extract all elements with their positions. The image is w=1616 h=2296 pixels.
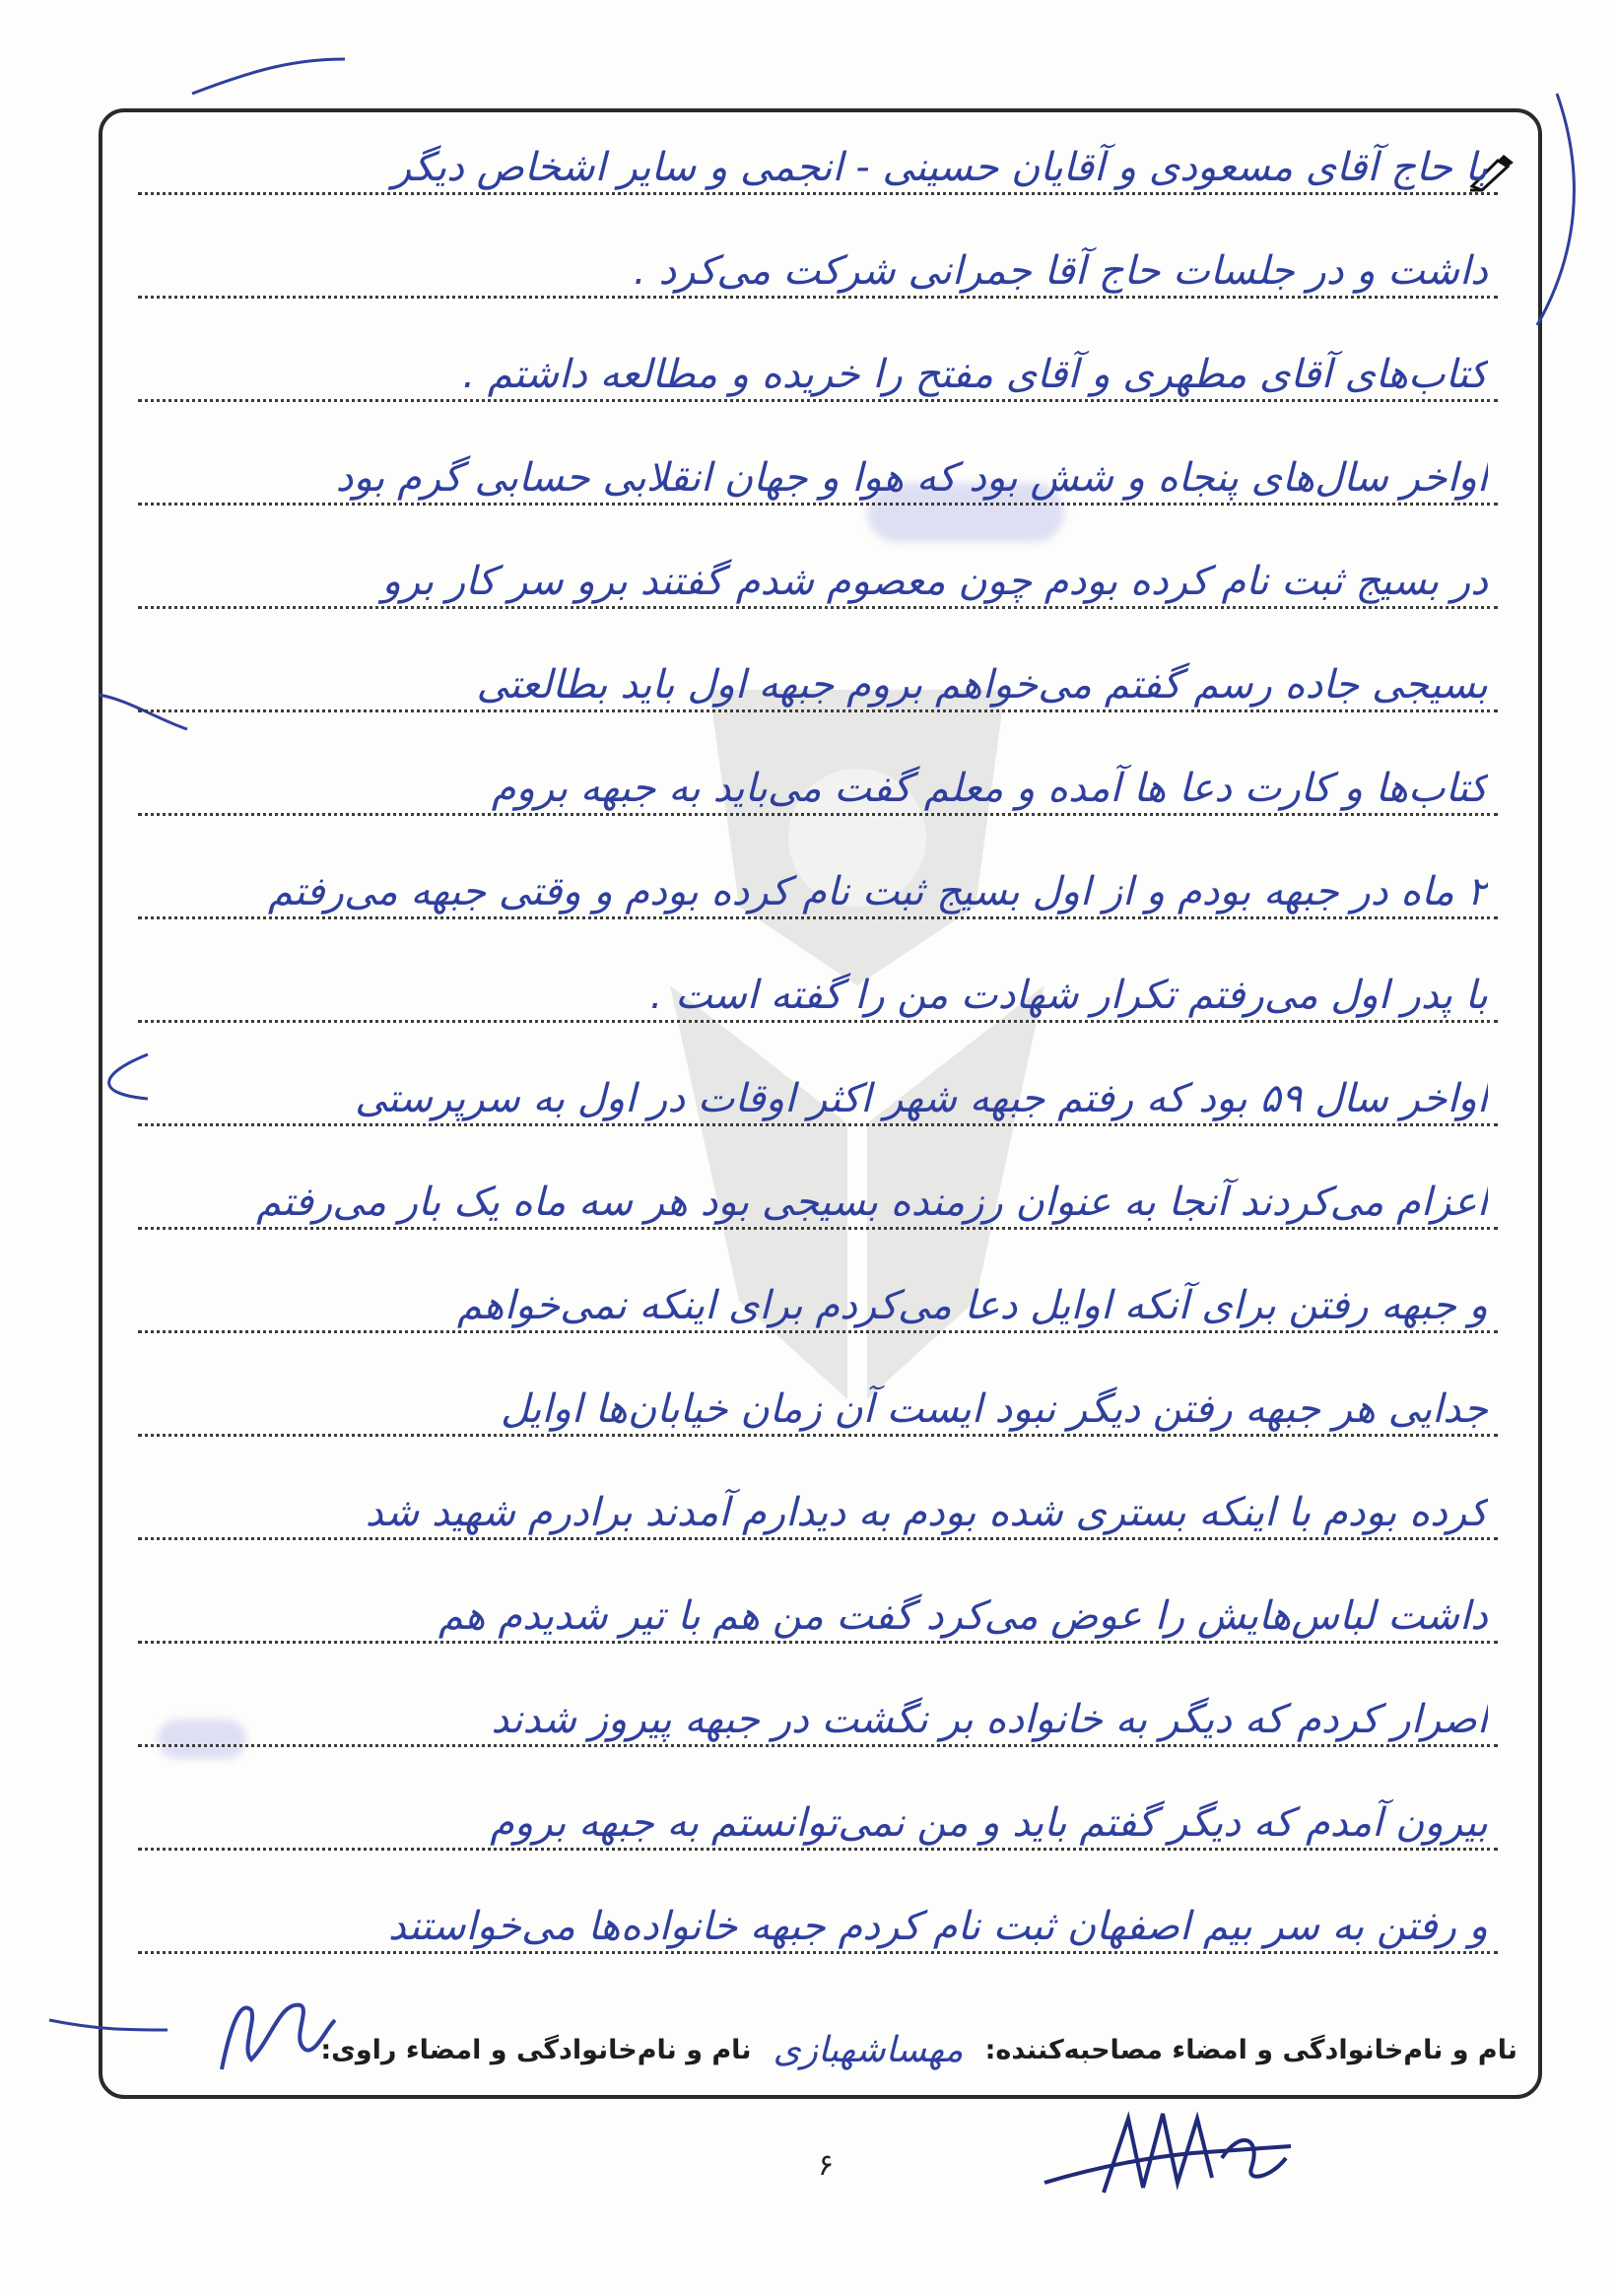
handwritten-line: اواخر سال‌های پنجاه و شش بود که هوا و جهان انقلابی حسابی گرم بود — [335, 455, 1488, 501]
handwritten-line: داشت لباس‌هایش را عوض می‌کرد گفت من هم با تیر شدیدم هم — [438, 1593, 1488, 1639]
handwritten-line: در بسیج ثبت نام کرده بودم چون معصوم شدم گفتند برو سر کار برو — [381, 559, 1488, 604]
narrator-signature — [212, 1981, 340, 2079]
handwritten-line: بسیجی جاده رسم گفتم می‌خواهم بروم جبهه اول باید بطالعتی — [476, 662, 1488, 708]
handwritten-line: اعزام می‌کردند آنجا به عنوان رزمنده بسیجی بود هر سه ماه یک بار می‌رفتم — [256, 1180, 1488, 1225]
handwritten-line: جدایی هر جبهه رفتن دیگر نبود ایست آن زمان خیابان‌ها اوایل — [501, 1386, 1488, 1432]
narrator-label: نام و نام‌خانوادگی و امضاء راوی: — [320, 2034, 752, 2065]
handwritten-line: و جبهه رفتن برای آنکه اوایل دعا می‌کردم برای اینکه نمی‌خواهم — [456, 1283, 1488, 1328]
handwritten-line: کتاب‌ها و کارت دعا ها آمده و معلم گفت می‌باید به جبهه بروم — [491, 766, 1488, 811]
handwritten-line: ۲ ماه در جبهه بودم و از اول بسیج ثبت نام کرده بودم و وقتی جبهه می‌رفتم — [267, 869, 1488, 914]
handwritten-line: اواخر سال ۵۹ بود که رفتم جبهه شهر اکثر اوقات در اول به سرپرستی — [355, 1076, 1488, 1121]
interviewer-label: نام و نام‌خانوادگی و امضاء مصاحبه‌کننده: — [984, 2034, 1517, 2065]
handwritten-line: کرده بودم با اینکه بستری شده بودم به دیدارم آمدند برادرم شهید شد — [365, 1490, 1488, 1535]
handwritten-line: با حاج آقای مسعودی و آقایان حسینی - انجمی و سایر اشخاص دیگر — [391, 145, 1488, 190]
bottom-signature — [1035, 2099, 1301, 2207]
handwritten-line: اصرار کردم که دیگر به خانواده بر نگشت در جبهه پیروز شدند — [491, 1697, 1488, 1742]
page-number: ۶ — [818, 2148, 835, 2183]
handwritten-line: و رفتن به سر بیم اصفهان ثبت نام کردم جبهه خانواده‌ها می‌خواستند — [387, 1904, 1488, 1949]
interviewer-signature: مهساشهبازی — [773, 2029, 964, 2070]
handwritten-line: داشت و در جلسات حاج آقا جمرانی شرکت می‌کرد . — [633, 248, 1488, 294]
handwritten-line: بیرون آمدم که دیگر گفتم باید و من نمی‌توانستم به جبهه بروم — [490, 1800, 1488, 1846]
handwritten-line: کتاب‌های آقای مطهری و آقای مفتح را خریده و مطالعه داشتم . — [462, 352, 1488, 397]
handwritten-line: با پدر اول می‌رفتم تکرار شهادت من را گفته است . — [649, 973, 1488, 1018]
